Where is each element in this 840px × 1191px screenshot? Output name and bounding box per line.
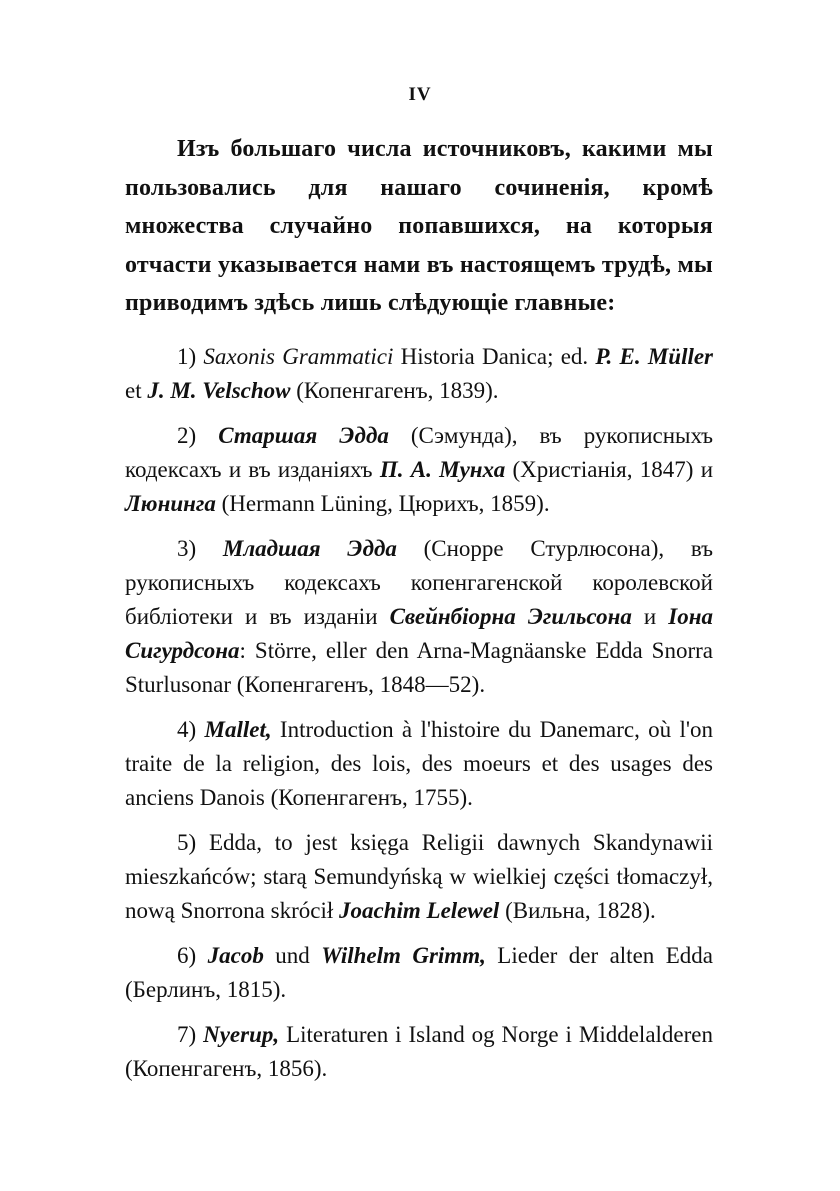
source-text: (Снорре Стурлюсона), въ рукописныхъ кодексахъ копенгагенской королевской библіотеки и въ изданіи bbox=[125, 536, 713, 629]
source-text: : Större, eller den Arna-Magnäanske Edda Snorra Sturlusonar (Копенгагенъ, 1848—52). bbox=[125, 638, 713, 697]
page-number: IV bbox=[408, 84, 432, 105]
source-text: (Hermann Lüning, Цюрихъ, 1859). bbox=[215, 491, 550, 516]
source-text: und bbox=[263, 943, 322, 968]
source-text: Edda, to jest księga Religii dawnych Skandynawii mieszkańców; starą Semundyńską w wielkiej części tłomaczył, nową Snorrona skrócił bbox=[125, 830, 714, 923]
source-text: (Вильна, 1828). bbox=[499, 898, 656, 923]
source-author: Joachim Lelewel bbox=[339, 898, 500, 923]
source-number: 7) bbox=[177, 1022, 197, 1047]
source-item-5 bbox=[125, 826, 713, 928]
source-item-7 bbox=[125, 1018, 713, 1086]
source-editor: П. А. Мунха bbox=[379, 457, 506, 482]
source-item-1 bbox=[125, 340, 713, 408]
source-text: et bbox=[125, 378, 148, 403]
source-editor: P. E. Müller bbox=[595, 344, 714, 369]
source-text: (Христіанія, 1847) и bbox=[505, 457, 713, 482]
source-title: Старшая Эдда bbox=[218, 423, 389, 448]
source-item-4 bbox=[125, 713, 713, 815]
source-editor: Іона Сигурдсона bbox=[125, 604, 713, 663]
source-item-6 bbox=[125, 939, 713, 1007]
source-number: 1) bbox=[177, 344, 197, 369]
source-author: Mallet, bbox=[204, 717, 272, 742]
source-text: Lieder der alten Edda (Берлинъ, 1815). bbox=[125, 943, 713, 1002]
source-author: Jacob bbox=[207, 943, 264, 968]
source-text: Historia Danica; ed. bbox=[393, 344, 596, 369]
source-author: Wilhelm Grimm, bbox=[321, 943, 486, 968]
source-title: Младшая Эдда bbox=[222, 536, 397, 561]
source-author: Saxonis Grammatici bbox=[203, 344, 394, 369]
source-editor: Люнинга bbox=[125, 491, 216, 516]
source-item-2 bbox=[125, 419, 713, 521]
source-text: Introduction à l'histoire du Danemarc, où l'on traite de la religion, des lois, des moeurs et des usages des anciens Danois (Копенгагенъ, 1755). bbox=[125, 717, 714, 810]
source-editor: Свейнбіорна Эгильсона bbox=[389, 604, 632, 629]
source-text: и bbox=[631, 604, 669, 629]
source-number: 3) bbox=[177, 536, 197, 561]
source-item-3 bbox=[125, 532, 713, 702]
source-number: 6) bbox=[177, 943, 197, 968]
source-number: 5) bbox=[177, 830, 197, 855]
source-number: 4) bbox=[177, 717, 197, 742]
source-number: 2) bbox=[177, 423, 197, 448]
source-author: Nyerup, bbox=[203, 1022, 280, 1047]
source-text: (Копенгагенъ, 1839). bbox=[290, 378, 499, 403]
sources-list bbox=[125, 340, 713, 1097]
source-editor: J. M. Velschow bbox=[147, 378, 291, 403]
source-text: Literaturen i Island og Norge i Middelalderen (Копенгагенъ, 1856). bbox=[125, 1022, 713, 1081]
intro-paragraph: Изъ большаго числа источниковъ, какими мы пользовались для нашаго сочиненія, кромѣ множества случайно попавшихся, на которыя отчасти указывается нами въ настоящемъ трудѣ, мы приводимъ здѣсь лишь слѣдующіе главные: bbox=[125, 136, 713, 316]
source-text: (Сэмунда), въ рукописныхъ кодексахъ и въ изданіяхъ bbox=[125, 423, 714, 482]
